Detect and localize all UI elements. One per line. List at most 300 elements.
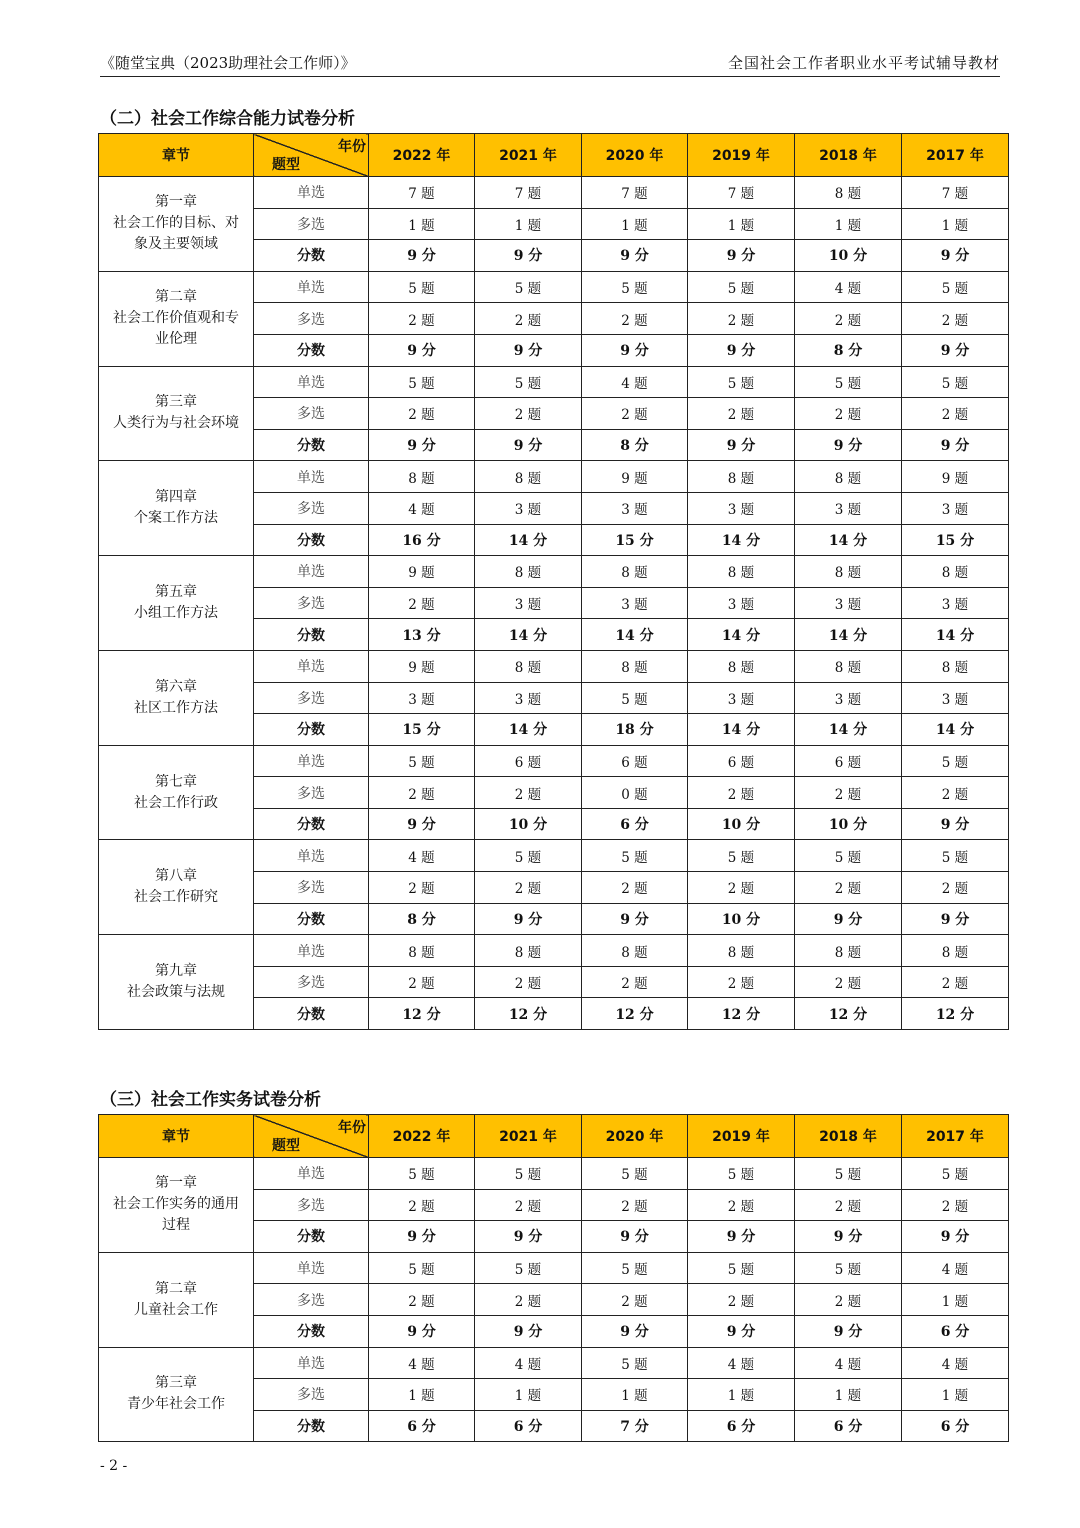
value-cell: 8 分 <box>582 429 688 461</box>
value-cell: 5 题 <box>688 1158 795 1190</box>
chapter-cell <box>99 935 254 1030</box>
value-cell: 9 分 <box>369 240 475 272</box>
chapter-line: 第一章 <box>155 1175 197 1192</box>
value-cell: 1 题 <box>902 1379 1009 1411</box>
value-cell: 9 分 <box>902 1221 1009 1253</box>
question-type-label: 多选 <box>254 966 369 998</box>
page-header <box>100 50 1000 77</box>
question-type-label: 多选 <box>254 303 369 335</box>
value-cell: 2 题 <box>369 1284 475 1316</box>
value-cell: 1 题 <box>475 208 582 240</box>
value-cell: 5 题 <box>688 366 795 398</box>
chapter-line: 第五章 <box>155 584 197 601</box>
question-type-label: 多选 <box>254 1284 369 1316</box>
value-cell: 9 题 <box>902 461 1009 493</box>
value-cell: 5 题 <box>369 1252 475 1284</box>
value-cell: 4 题 <box>902 1347 1009 1379</box>
value-cell: 4 题 <box>369 840 475 872</box>
chapter-cell <box>99 1347 254 1442</box>
value-cell: 5 题 <box>475 1252 582 1284</box>
header-book-title: 《随堂宝典（2023助理社会工作师）》 <box>100 54 356 72</box>
value-cell: 1 题 <box>902 208 1009 240</box>
value-cell: 2 题 <box>369 1189 475 1221</box>
value-cell: 2 题 <box>688 777 795 809</box>
value-cell: 2 题 <box>688 398 795 430</box>
value-cell: 2 题 <box>688 303 795 335</box>
year-header: 2022 年 <box>369 134 475 177</box>
value-cell: 9 分 <box>475 240 582 272</box>
table-row <box>99 935 1009 967</box>
value-cell: 10 分 <box>795 808 902 840</box>
value-cell: 5 题 <box>582 1158 688 1190</box>
table-row <box>99 840 1009 872</box>
value-cell: 9 题 <box>582 461 688 493</box>
chapter-line: 社会政策与法规 <box>127 984 225 1001</box>
value-cell: 1 题 <box>795 1379 902 1411</box>
value-cell: 2 题 <box>475 398 582 430</box>
question-type-label: 分数 <box>254 998 369 1030</box>
chapter-line: 人类行为与社会环境 <box>113 415 239 432</box>
value-cell: 8 题 <box>582 935 688 967</box>
question-type-label: 多选 <box>254 1379 369 1411</box>
question-type-label: 分数 <box>254 619 369 651</box>
chapter-line: 个案工作方法 <box>134 510 218 527</box>
practice-table <box>98 1114 1009 1442</box>
value-cell: 15 分 <box>582 524 688 556</box>
value-cell: 3 题 <box>369 682 475 714</box>
value-cell: 2 题 <box>582 1189 688 1221</box>
value-cell: 5 题 <box>795 366 902 398</box>
value-cell: 12 分 <box>688 998 795 1030</box>
value-cell: 6 题 <box>688 745 795 777</box>
value-cell: 8 题 <box>582 650 688 682</box>
question-type-label: 分数 <box>254 903 369 935</box>
value-cell: 2 题 <box>902 966 1009 998</box>
value-cell: 9 分 <box>902 334 1009 366</box>
value-cell: 1 题 <box>475 1379 582 1411</box>
value-cell: 7 分 <box>582 1410 688 1442</box>
chapter-cell <box>99 1252 254 1347</box>
table-row <box>99 650 1009 682</box>
value-cell: 6 分 <box>688 1410 795 1442</box>
question-type-label: 多选 <box>254 1189 369 1221</box>
value-cell: 15 分 <box>369 714 475 746</box>
value-cell: 1 题 <box>688 208 795 240</box>
value-cell: 8 题 <box>475 650 582 682</box>
chapter-cell <box>99 271 254 366</box>
value-cell: 2 题 <box>475 777 582 809</box>
chapter-line: 第八章 <box>155 868 197 885</box>
header-row <box>99 134 1009 177</box>
value-cell: 6 题 <box>795 745 902 777</box>
value-cell: 9 分 <box>369 429 475 461</box>
table-row <box>99 745 1009 777</box>
year-header: 2018 年 <box>795 1115 902 1158</box>
value-cell: 8 题 <box>902 650 1009 682</box>
value-cell: 18 分 <box>582 714 688 746</box>
value-cell: 14 分 <box>902 619 1009 651</box>
value-cell: 4 题 <box>369 1347 475 1379</box>
value-cell: 5 题 <box>475 366 582 398</box>
value-cell: 9 分 <box>688 1221 795 1253</box>
table-row <box>99 177 1009 209</box>
value-cell: 9 分 <box>475 1221 582 1253</box>
question-type-label: 单选 <box>254 1347 369 1379</box>
value-cell: 2 题 <box>688 872 795 904</box>
value-cell: 3 题 <box>475 587 582 619</box>
value-cell: 2 题 <box>902 1189 1009 1221</box>
chapter-cell <box>99 366 254 461</box>
question-type-label: 分数 <box>254 334 369 366</box>
value-cell: 2 题 <box>475 966 582 998</box>
chapter-line: 社会工作行政 <box>134 794 218 811</box>
question-type-label: 单选 <box>254 650 369 682</box>
value-cell: 8 题 <box>795 650 902 682</box>
type-label: 题型 <box>272 1138 300 1154</box>
chapter-line: 社会工作价值观和专 <box>113 310 239 327</box>
value-cell: 8 题 <box>369 935 475 967</box>
value-cell: 4 题 <box>369 492 475 524</box>
question-type-label: 多选 <box>254 872 369 904</box>
value-cell: 2 题 <box>582 1284 688 1316</box>
value-cell: 6 题 <box>475 745 582 777</box>
question-type-label: 多选 <box>254 682 369 714</box>
question-type-label: 单选 <box>254 1252 369 1284</box>
value-cell: 4 题 <box>795 1347 902 1379</box>
year-header: 2017 年 <box>902 134 1009 177</box>
question-type-label: 分数 <box>254 1410 369 1442</box>
section-title-practice: （三）社会工作实务试卷分析 <box>100 1090 321 1110</box>
value-cell: 3 题 <box>475 492 582 524</box>
chapter-header: 章节 <box>99 134 254 177</box>
value-cell: 3 题 <box>902 587 1009 619</box>
value-cell: 2 题 <box>795 398 902 430</box>
question-type-label: 分数 <box>254 240 369 272</box>
chapter-line: 第三章 <box>155 394 197 411</box>
value-cell: 3 题 <box>795 682 902 714</box>
question-type-label: 多选 <box>254 208 369 240</box>
value-cell: 7 题 <box>475 177 582 209</box>
value-cell: 1 题 <box>795 208 902 240</box>
chapter-cell <box>99 650 254 745</box>
value-cell: 6 分 <box>582 808 688 840</box>
chapter-cell <box>99 1158 254 1253</box>
value-cell: 1 题 <box>902 1284 1009 1316</box>
chapter-cell <box>99 745 254 840</box>
value-cell: 5 题 <box>902 366 1009 398</box>
value-cell: 9 分 <box>902 903 1009 935</box>
value-cell: 6 题 <box>582 745 688 777</box>
chapter-line: 小组工作方法 <box>134 605 218 622</box>
value-cell: 9 分 <box>688 429 795 461</box>
value-cell: 8 题 <box>795 461 902 493</box>
chapter-cell <box>99 840 254 935</box>
value-cell: 8 题 <box>902 556 1009 588</box>
chapter-cell <box>99 177 254 272</box>
value-cell: 2 题 <box>902 872 1009 904</box>
value-cell: 8 题 <box>795 177 902 209</box>
value-cell: 1 题 <box>369 1379 475 1411</box>
value-cell: 14 分 <box>795 714 902 746</box>
value-cell: 12 分 <box>369 998 475 1030</box>
chapter-line: 第九章 <box>155 963 197 980</box>
type-label: 题型 <box>272 157 300 173</box>
value-cell: 14 分 <box>475 714 582 746</box>
value-cell: 14 分 <box>688 524 795 556</box>
question-type-label: 单选 <box>254 177 369 209</box>
value-cell: 3 题 <box>475 682 582 714</box>
value-cell: 5 题 <box>795 1158 902 1190</box>
table-row <box>99 366 1009 398</box>
value-cell: 2 题 <box>582 303 688 335</box>
value-cell: 9 分 <box>475 1315 582 1347</box>
value-cell: 6 分 <box>902 1315 1009 1347</box>
value-cell: 2 题 <box>369 587 475 619</box>
value-cell: 8 分 <box>369 903 475 935</box>
value-cell: 9 分 <box>475 334 582 366</box>
chapter-line: 第一章 <box>155 194 197 211</box>
value-cell: 9 分 <box>369 1315 475 1347</box>
value-cell: 14 分 <box>902 714 1009 746</box>
value-cell: 5 题 <box>369 271 475 303</box>
question-type-label: 单选 <box>254 745 369 777</box>
value-cell: 9 分 <box>582 1315 688 1347</box>
question-type-label: 单选 <box>254 271 369 303</box>
value-cell: 8 题 <box>475 556 582 588</box>
value-cell: 7 题 <box>582 177 688 209</box>
chapter-header: 章节 <box>99 1115 254 1158</box>
value-cell: 6 分 <box>475 1410 582 1442</box>
value-cell: 2 题 <box>582 872 688 904</box>
chapter-cell <box>99 461 254 556</box>
value-cell: 9 分 <box>475 429 582 461</box>
value-cell: 4 题 <box>795 271 902 303</box>
year-header: 2019 年 <box>688 134 795 177</box>
chapter-line: 儿童社会工作 <box>134 1301 218 1318</box>
value-cell: 2 题 <box>369 966 475 998</box>
question-type-label: 单选 <box>254 1158 369 1190</box>
table-row <box>99 556 1009 588</box>
chapter-line: 社区工作方法 <box>134 699 218 716</box>
value-cell: 2 题 <box>688 1189 795 1221</box>
value-cell: 8 题 <box>902 935 1009 967</box>
value-cell: 7 题 <box>688 177 795 209</box>
value-cell: 9 题 <box>369 650 475 682</box>
value-cell: 12 分 <box>795 998 902 1030</box>
value-cell: 2 题 <box>475 872 582 904</box>
value-cell: 9 分 <box>688 240 795 272</box>
value-cell: 5 题 <box>902 1158 1009 1190</box>
value-cell: 9 分 <box>902 429 1009 461</box>
value-cell: 8 题 <box>688 935 795 967</box>
value-cell: 4 题 <box>902 1252 1009 1284</box>
year-type-header <box>254 1115 369 1158</box>
value-cell: 2 题 <box>475 303 582 335</box>
question-type-label: 单选 <box>254 556 369 588</box>
table-row <box>99 1252 1009 1284</box>
value-cell: 9 分 <box>475 903 582 935</box>
value-cell: 9 分 <box>582 1221 688 1253</box>
question-type-label: 分数 <box>254 808 369 840</box>
value-cell: 12 分 <box>475 998 582 1030</box>
value-cell: 5 题 <box>582 1347 688 1379</box>
value-cell: 2 题 <box>795 966 902 998</box>
question-type-label: 单选 <box>254 366 369 398</box>
value-cell: 3 题 <box>902 492 1009 524</box>
question-type-label: 单选 <box>254 840 369 872</box>
value-cell: 3 题 <box>688 682 795 714</box>
chapter-line: 第七章 <box>155 773 197 790</box>
chapter-line: 业伦理 <box>155 331 197 348</box>
value-cell: 2 题 <box>369 777 475 809</box>
value-cell: 5 题 <box>369 745 475 777</box>
value-cell: 3 题 <box>795 492 902 524</box>
value-cell: 8 题 <box>688 556 795 588</box>
value-cell: 2 题 <box>688 966 795 998</box>
value-cell: 8 题 <box>369 461 475 493</box>
value-cell: 4 题 <box>582 366 688 398</box>
chapter-line: 社会工作研究 <box>134 889 218 906</box>
table-row <box>99 1158 1009 1190</box>
value-cell: 14 分 <box>582 619 688 651</box>
value-cell: 2 题 <box>902 398 1009 430</box>
value-cell: 2 题 <box>688 1284 795 1316</box>
year-label: 年份 <box>338 139 366 155</box>
chapter-line: 社会工作的目标、对 <box>113 215 239 232</box>
value-cell: 1 题 <box>688 1379 795 1411</box>
question-type-label: 分数 <box>254 714 369 746</box>
chapter-line: 第二章 <box>155 289 197 306</box>
question-type-label: 单选 <box>254 935 369 967</box>
value-cell: 12 分 <box>902 998 1009 1030</box>
value-cell: 9 分 <box>795 429 902 461</box>
value-cell: 4 题 <box>475 1347 582 1379</box>
page-number: - 2 - <box>100 1458 128 1474</box>
chapter-line: 第六章 <box>155 678 197 695</box>
value-cell: 5 题 <box>475 840 582 872</box>
value-cell: 14 分 <box>795 524 902 556</box>
value-cell: 3 题 <box>688 492 795 524</box>
value-cell: 2 题 <box>795 872 902 904</box>
value-cell: 9 分 <box>369 808 475 840</box>
value-cell: 9 分 <box>902 240 1009 272</box>
value-cell: 5 题 <box>688 1252 795 1284</box>
value-cell: 2 题 <box>902 303 1009 335</box>
table-row <box>99 461 1009 493</box>
value-cell: 5 题 <box>902 840 1009 872</box>
value-cell: 5 题 <box>795 1252 902 1284</box>
value-cell: 8 题 <box>582 556 688 588</box>
value-cell: 2 题 <box>795 1284 902 1316</box>
year-label: 年份 <box>338 1120 366 1136</box>
value-cell: 3 题 <box>795 587 902 619</box>
value-cell: 15 分 <box>902 524 1009 556</box>
value-cell: 8 题 <box>475 461 582 493</box>
chapter-line: 第三章 <box>155 1375 197 1392</box>
value-cell: 6 分 <box>902 1410 1009 1442</box>
chapter-line: 过程 <box>162 1217 190 1234</box>
value-cell: 3 题 <box>582 587 688 619</box>
year-header: 2017 年 <box>902 1115 1009 1158</box>
value-cell: 9 分 <box>369 1221 475 1253</box>
question-type-label: 多选 <box>254 777 369 809</box>
header-series-title: 全国社会工作者职业水平考试辅导教材 <box>727 54 1000 72</box>
value-cell: 3 题 <box>902 682 1009 714</box>
chapter-line: 社会工作实务的通用 <box>113 1196 239 1213</box>
section-title-comprehensive: （二）社会工作综合能力试卷分析 <box>100 109 355 129</box>
chapter-line: 第二章 <box>155 1280 197 1297</box>
value-cell: 3 题 <box>582 492 688 524</box>
question-type-label: 分数 <box>254 524 369 556</box>
value-cell: 5 题 <box>902 745 1009 777</box>
chapter-line: 象及主要领域 <box>134 236 218 253</box>
value-cell: 9 题 <box>369 556 475 588</box>
value-cell: 14 分 <box>795 619 902 651</box>
value-cell: 13 分 <box>369 619 475 651</box>
comprehensive-ability-table <box>98 133 1009 1030</box>
value-cell: 3 题 <box>688 587 795 619</box>
value-cell: 8 题 <box>688 650 795 682</box>
value-cell: 1 题 <box>369 208 475 240</box>
year-header: 2021 年 <box>475 1115 582 1158</box>
value-cell: 9 分 <box>795 1315 902 1347</box>
value-cell: 5 题 <box>582 682 688 714</box>
value-cell: 7 题 <box>902 177 1009 209</box>
value-cell: 4 题 <box>688 1347 795 1379</box>
question-type-label: 多选 <box>254 398 369 430</box>
value-cell: 8 分 <box>795 334 902 366</box>
value-cell: 9 分 <box>369 334 475 366</box>
value-cell: 2 题 <box>795 777 902 809</box>
value-cell: 1 题 <box>582 208 688 240</box>
value-cell: 2 题 <box>475 1189 582 1221</box>
value-cell: 7 题 <box>369 177 475 209</box>
value-cell: 9 分 <box>688 1315 795 1347</box>
value-cell: 5 题 <box>795 840 902 872</box>
value-cell: 2 题 <box>582 966 688 998</box>
question-type-label: 分数 <box>254 429 369 461</box>
value-cell: 10 分 <box>475 808 582 840</box>
value-cell: 12 分 <box>582 998 688 1030</box>
chapter-line: 第四章 <box>155 489 197 506</box>
table-row <box>99 1347 1009 1379</box>
value-cell: 2 题 <box>369 398 475 430</box>
value-cell: 10 分 <box>795 240 902 272</box>
header-row <box>99 1115 1009 1158</box>
value-cell: 9 分 <box>582 334 688 366</box>
value-cell: 5 题 <box>582 271 688 303</box>
value-cell: 9 分 <box>902 808 1009 840</box>
value-cell: 2 题 <box>795 1189 902 1221</box>
value-cell: 8 题 <box>475 935 582 967</box>
value-cell: 5 题 <box>582 840 688 872</box>
value-cell: 14 分 <box>475 524 582 556</box>
value-cell: 10 分 <box>688 903 795 935</box>
value-cell: 0 题 <box>582 777 688 809</box>
question-type-label: 分数 <box>254 1221 369 1253</box>
value-cell: 9 分 <box>582 903 688 935</box>
value-cell: 2 题 <box>475 1284 582 1316</box>
table-row <box>99 271 1009 303</box>
value-cell: 14 分 <box>688 714 795 746</box>
value-cell: 9 分 <box>582 240 688 272</box>
value-cell: 14 分 <box>688 619 795 651</box>
value-cell: 10 分 <box>688 808 795 840</box>
year-header: 2022 年 <box>369 1115 475 1158</box>
value-cell: 5 题 <box>475 271 582 303</box>
value-cell: 8 题 <box>795 556 902 588</box>
question-type-label: 分数 <box>254 1315 369 1347</box>
